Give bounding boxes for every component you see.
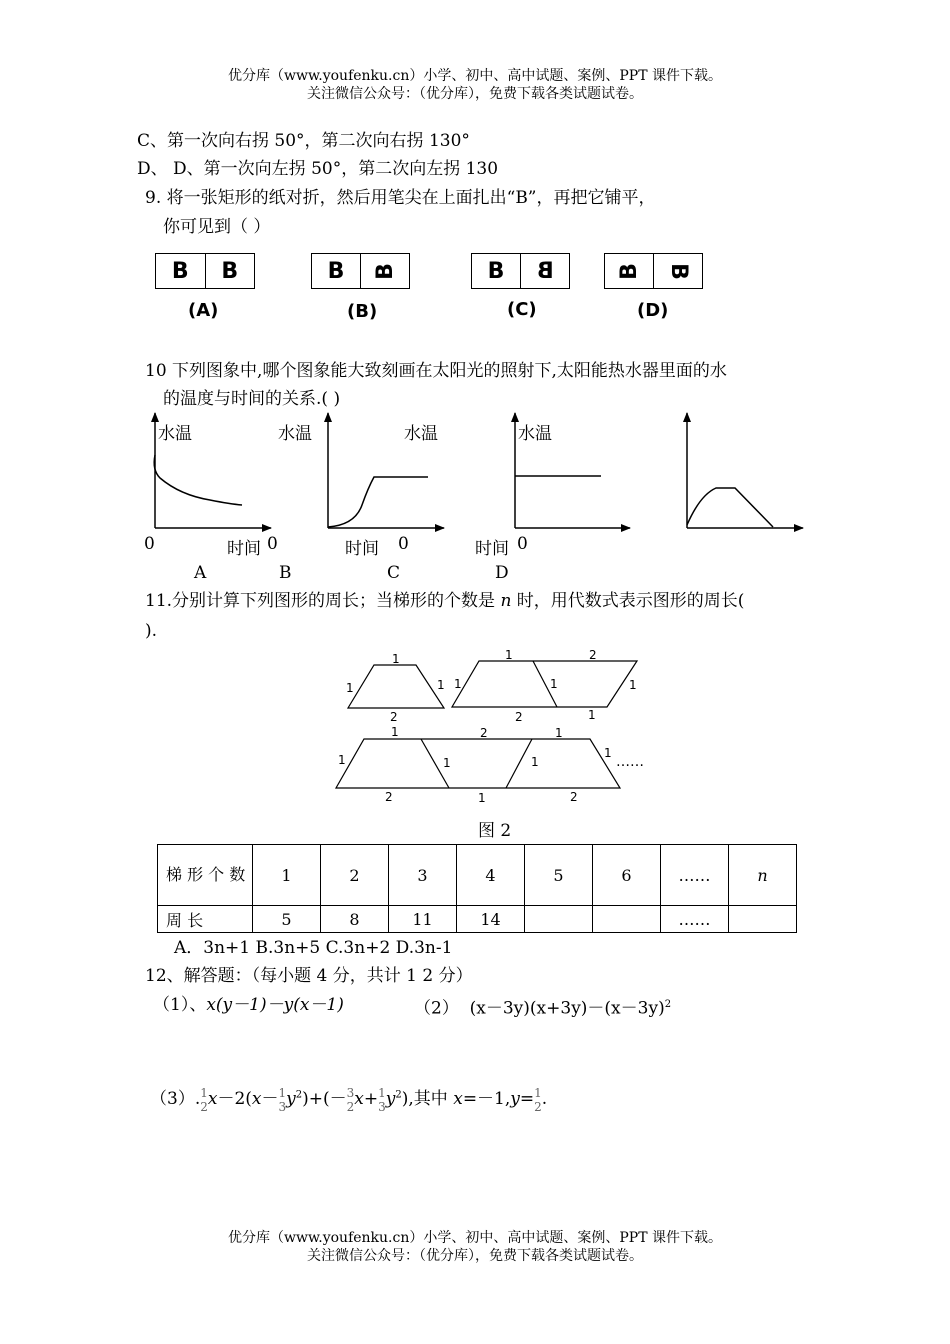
table-cell: ……	[661, 906, 729, 933]
trapezoids-4	[336, 739, 620, 788]
table-cell: n	[729, 845, 797, 906]
side-label: 1	[392, 652, 400, 666]
side-label: 1	[391, 725, 399, 739]
side-label: 2	[515, 710, 523, 724]
table-cell: 5	[253, 906, 321, 933]
graph-c-origin: 0	[398, 534, 409, 554]
table-cell: 2	[321, 845, 389, 906]
graph-b-xlabel: 时间	[345, 539, 379, 559]
trapezoid-1	[348, 665, 444, 708]
side-label: 2	[390, 710, 398, 724]
q11-options: A．3n+1 B.3n+5 C.3n+2 D.3n-1	[174, 938, 453, 958]
side-label: 1	[346, 681, 354, 695]
header-line-1: 优分库（www.youfenku.cn）小学、初中、高中试题、案例、PPT 课件下载。	[227, 68, 722, 84]
side-label: 1	[505, 648, 513, 662]
fraction-one-third: 1 3	[378, 1085, 386, 1114]
graph-b-ylabel: 水温	[278, 424, 312, 444]
q12-part-3: （3）. 1 2 x－2(x－ 1 3 $y^2)+(-$ 3 2 x+ 1 3 $y^2$),其中 x=－1,y= 1 2 .	[150, 1085, 548, 1114]
side-label: 2	[480, 726, 488, 740]
q12-part-2: （2） $(x-3y)(x+3y)-(x-3y)^2$	[414, 998, 672, 1019]
table-cell: 8	[321, 906, 389, 933]
letter-b-mirrored: B	[520, 254, 569, 288]
side-label: 2	[570, 790, 578, 804]
side-label: 1	[588, 708, 596, 722]
fraction-one-half: 1 2	[534, 1085, 542, 1114]
side-label: 1	[454, 677, 462, 691]
graph-c-ylabel: 水温	[518, 424, 552, 444]
table-cell: 11	[389, 906, 457, 933]
q11-stem-line-1: 11.分别计算下列图形的周长；当梯形的个数是 n 时，用代数式表示图形的周长(	[145, 591, 745, 611]
q11-stem-line-2: ).	[145, 621, 158, 641]
q9-label-a: (A)	[188, 300, 219, 321]
q10-stem-line-2: 的温度与时间的关系.( )	[163, 389, 341, 409]
side-label: 1	[478, 791, 486, 805]
q9-stem-line-2: 你可见到（ ）	[163, 217, 271, 237]
side-label: 1	[555, 726, 563, 740]
side-label: 1	[604, 746, 612, 760]
q9-label-c: (C)	[507, 299, 537, 320]
q10-label-c: C	[387, 563, 401, 583]
table-header-cell: 周 长	[158, 906, 253, 933]
q10-label-d: D	[495, 563, 509, 583]
q8-option-c: C、第一次向右拐 50°，第二次向右拐 130°	[137, 131, 470, 151]
letter-b-rotated: B	[360, 254, 409, 288]
fraction-three-halves: 3 2	[346, 1085, 355, 1114]
table-cell	[525, 906, 593, 933]
table-cell: ……	[661, 845, 729, 906]
header-line-2: 关注微信公众号：（优分库），免费下载各类试题试卷。	[307, 86, 643, 102]
side-label: 1	[338, 753, 346, 767]
table-cell	[729, 906, 797, 933]
q10-label-b: B	[279, 563, 292, 583]
graph-a-ylabel: 水温	[158, 424, 192, 444]
table-header-cell: 梯 形 个 数	[158, 845, 253, 906]
fraction-one-half: 1 2	[200, 1085, 208, 1114]
side-label: 1	[443, 756, 451, 770]
q12-title: 12、解答题：（每小题 4 分，共计 1 2 分）	[145, 966, 473, 986]
letter-b: B	[487, 258, 505, 284]
side-label: 2	[385, 790, 393, 804]
graph-extra-ylabel: 水温	[404, 424, 438, 444]
q9-label-b: (B)	[347, 301, 378, 322]
q9-stem-line-1: 9. 将一张矩形的纸对折，然后用笔尖在上面扎出“B”，再把它铺平，	[145, 188, 656, 208]
divider	[506, 739, 532, 788]
table-cell: 1	[253, 845, 321, 906]
graph-a-origin: 0	[144, 534, 155, 554]
side-label: 1	[531, 755, 539, 769]
table-cell: 6	[593, 845, 661, 906]
perimeter-table	[157, 844, 797, 933]
table-cell: 5	[525, 845, 593, 906]
continuation-dots: ……	[616, 754, 644, 770]
q10-stem-line-1: 10 下列图象中,哪个图象能大致刻画在太阳光的照射下,太阳能热水器里面的水	[145, 361, 727, 381]
letter-b-rotated-mirrored: B	[653, 254, 702, 288]
table-cell: 4	[457, 845, 525, 906]
graph-a-xlabel: 时间	[227, 539, 261, 559]
q12-part-1: （1）、x(y－1)－y(x－1)	[153, 995, 344, 1015]
side-label: 1	[629, 678, 637, 692]
letter-b-rotated: B	[616, 262, 642, 280]
graph-b-origin: 0	[267, 534, 278, 554]
side-label: 1	[550, 677, 558, 691]
side-label: 2	[589, 648, 597, 662]
letter-b: B	[171, 258, 189, 284]
q10-label-a: A	[194, 563, 207, 583]
table-cell: 14	[457, 906, 525, 933]
letter-b: B	[205, 254, 255, 288]
figure-caption: 图 2	[478, 821, 512, 841]
table-row	[158, 845, 797, 906]
letter-b: B	[327, 258, 345, 284]
q8-option-d: D、 D、第一次向左拐 50°，第二次向左拐 130	[137, 159, 499, 179]
table-row	[158, 906, 797, 933]
footer-line-2: 关注微信公众号：（优分库），免费下载各类试题试卷。	[307, 1248, 643, 1264]
table-cell: 3	[389, 845, 457, 906]
fraction-one-third: 1 3	[278, 1085, 287, 1114]
side-label: 1	[437, 678, 445, 692]
q9-label-d: (D)	[637, 300, 669, 321]
graph-d-origin: 0	[517, 534, 528, 554]
graph-c-xlabel: 时间	[475, 539, 509, 559]
footer-line-1: 优分库（www.youfenku.cn）小学、初中、高中试题、案例、PPT 课件下载。	[227, 1230, 722, 1246]
table-cell	[593, 906, 661, 933]
